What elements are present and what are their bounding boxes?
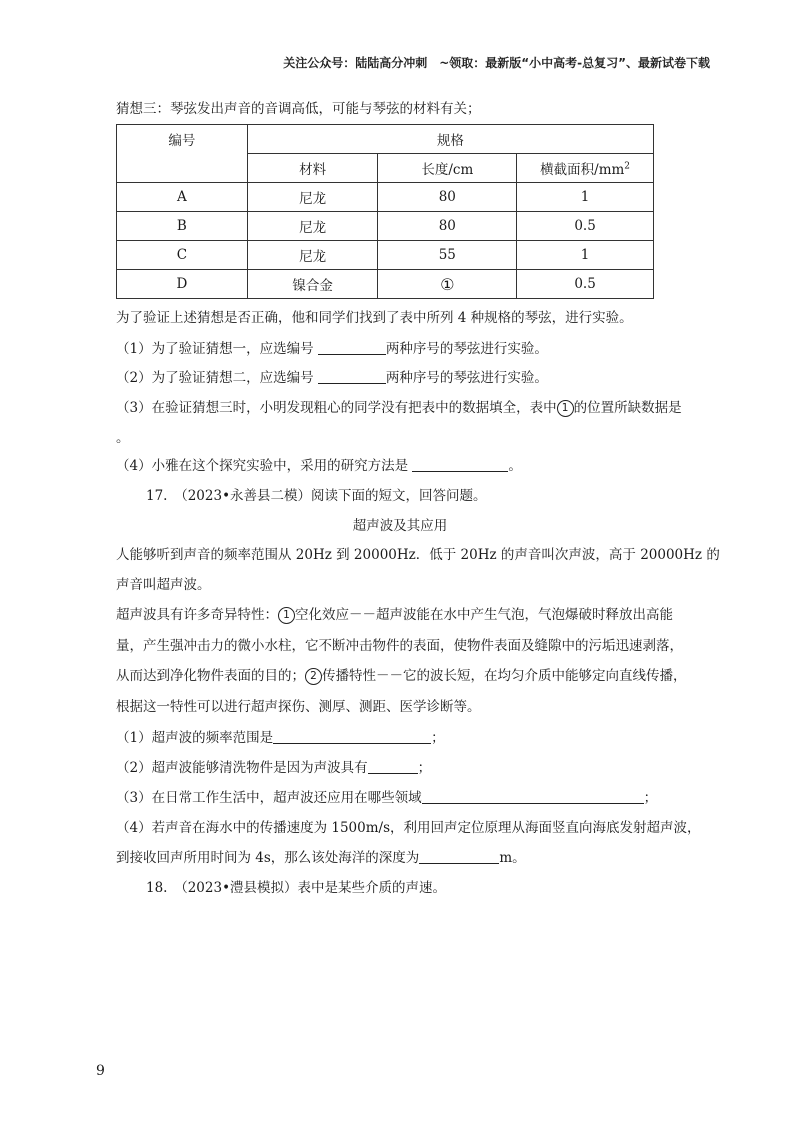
circled-number: 1 bbox=[557, 400, 574, 417]
cell-id: C bbox=[117, 241, 248, 270]
answer-blank[interactable] bbox=[368, 759, 418, 774]
table-row bbox=[117, 270, 654, 299]
circled-number: 2 bbox=[305, 668, 322, 685]
answer-blank[interactable] bbox=[422, 789, 644, 804]
answer-blank[interactable] bbox=[419, 849, 499, 864]
q16-part3-end: 。 bbox=[116, 430, 130, 446]
answer-blank[interactable] bbox=[273, 729, 431, 744]
intro-text: 为了验证上述猜想是否正确，他和同学们找到了表中所列 4 种规格的琴弦，进行实验。 bbox=[116, 310, 633, 326]
q17-part1: （1）超声波的频率范围是 ； bbox=[116, 730, 445, 746]
q18-stem: 18. （2023•澧县模拟）表中是某些介质的声速。 bbox=[146, 880, 447, 896]
table-row bbox=[117, 212, 654, 241]
guess-three: 猜想三：琴弦发出声音的音调高低，可能与琴弦的材料有关； bbox=[116, 101, 481, 117]
answer-blank[interactable] bbox=[412, 457, 508, 472]
q17-part4: （4）若声音在海水中的传播速度为 1500m/s，利用回声定位原理从海面竖直向海底发射超声波， bbox=[116, 820, 701, 836]
article-para2: 从而达到净化物件表面的目的； 2 传播特性－－它的波长短，在均匀介质中能够定向直线传播， bbox=[116, 668, 687, 684]
table-row bbox=[117, 183, 654, 212]
header-area: 横截面积$/mm^2$ bbox=[517, 154, 654, 183]
cell-id: B bbox=[117, 212, 248, 241]
table-row bbox=[117, 241, 654, 270]
q17-stem: 17. （2023•永善县二模）阅读下面的短文，回答问题。 bbox=[146, 488, 487, 504]
header-spec: 规格 bbox=[247, 125, 653, 154]
q17-part2: （2）超声波能够清洗物件是因为声波具有 ； bbox=[116, 760, 432, 776]
table-header-row bbox=[117, 125, 654, 154]
q17-part3: （3）在日常工作生活中，超声波还应用在哪些领域 ； bbox=[116, 790, 658, 806]
cell-length-missing: ① bbox=[378, 270, 517, 299]
cell-material: 尼龙 bbox=[247, 183, 378, 212]
cell-area: 1 bbox=[517, 241, 654, 270]
cell-area: 0.5 bbox=[517, 270, 654, 299]
cell-area: 0.5 bbox=[517, 212, 654, 241]
article-para1: 声音叫超声波。 bbox=[116, 577, 211, 593]
article-para2: 超声波具有许多奇异特性： 1 空化效应－－超声波能在水中产生气泡，气泡爆破时释放出高能 bbox=[116, 607, 673, 623]
q16-part4: （4）小雅在这个探究实验中，采用的研究方法是 。 bbox=[116, 458, 522, 474]
cell-length: 80 bbox=[378, 183, 517, 212]
spec-table bbox=[116, 124, 654, 299]
cell-length: 80 bbox=[378, 212, 517, 241]
page-header: 关注公众号：陆陆高分冲刺 ~领取：最新版“小中高考-总复习”、最新试卷下载 bbox=[283, 56, 710, 70]
q17-part4: 到接收回声所用时间为 4s，那么该处海洋的深度为 m。 bbox=[116, 850, 526, 866]
circled-number: 1 bbox=[278, 607, 295, 624]
answer-blank[interactable] bbox=[318, 369, 386, 384]
cell-id: D bbox=[117, 270, 248, 299]
article-title: 超声波及其应用 bbox=[352, 518, 448, 534]
article-para2: 量，产生强冲击力的微小水柱，它不断冲击物件的表面，使物件表面及缝隙中的污垢迅速剥落， bbox=[116, 638, 683, 654]
page-number: 9 bbox=[96, 1063, 105, 1079]
q16-part1: （1）为了验证猜想一，应选编号 两种序号的琴弦进行实验。 bbox=[116, 341, 548, 357]
cell-area: 1 bbox=[517, 183, 654, 212]
cell-material: 镍合金 bbox=[247, 270, 378, 299]
cell-id: A bbox=[117, 183, 248, 212]
answer-blank[interactable] bbox=[318, 340, 386, 355]
cell-length: 55 bbox=[378, 241, 517, 270]
article-para1: 人能够听到声音的频率范围从 20Hz 到 20000Hz．低于 20Hz 的声音叫次声波，高于 20000Hz 的 bbox=[116, 547, 720, 563]
article-para2: 根据这一特性可以进行超声探伤、测厚、测距、医学诊断等。 bbox=[116, 699, 481, 715]
cell-material: 尼龙 bbox=[247, 241, 378, 270]
header-length: 长度/cm bbox=[378, 154, 517, 183]
q16-part3: （3）在验证猜想三时，小明发现粗心的同学没有把表中的数据填全，表中 1 的位置所缺数据是 bbox=[116, 400, 682, 416]
q16-part2: （2）为了验证猜想二，应选编号 两种序号的琴弦进行实验。 bbox=[116, 370, 548, 386]
cell-material: 尼龙 bbox=[247, 212, 378, 241]
header-number: 编号 bbox=[117, 125, 248, 183]
header-material: 材料 bbox=[247, 154, 378, 183]
